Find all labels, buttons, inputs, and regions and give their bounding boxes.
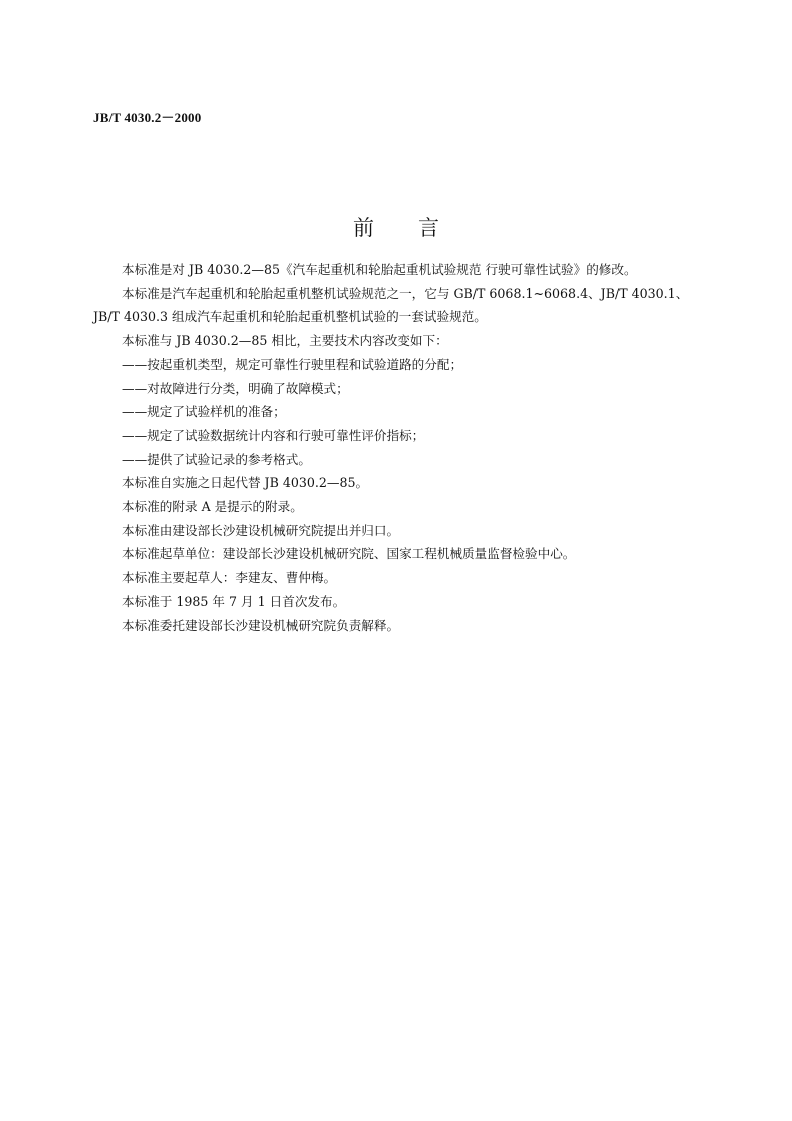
title-char: 前 <box>353 216 374 240</box>
paragraph: 本标准起草单位：建设部长沙建设机械研究院、国家工程机械质量监督检验中心。 <box>122 546 576 562</box>
paragraph: 本标准是对 JB 4030.2—85《汽车起重机和轮胎起重机试验规范 行驶可靠性试验》的修改。 <box>122 262 637 277</box>
title-char: 言 <box>418 216 439 240</box>
page-title <box>0 212 792 242</box>
paragraph: 本标准是汽车起重机和轮胎起重机整机试验规范之一，它与 GB/T 6068.1~6068.4、JB/T 4030.1、 <box>122 285 689 301</box>
paragraph: 本标准主要起草人：李建友、曹仲梅。 <box>122 570 337 586</box>
paragraph: 本标准委托建设部长沙建设机械研究院负责解释。 <box>122 617 400 633</box>
list-item: ——按起重机类型，规定可靠性行驶里程和试验道路的分配； <box>122 356 463 372</box>
paragraph: 本标准由建设部长沙建设机械研究院提出并归口。 <box>122 522 400 538</box>
paragraph: 本标准自实施之日起代替 JB 4030.2—85。 <box>122 475 369 491</box>
list-item: ——提供了试验记录的参考格式。 <box>122 451 311 467</box>
list-item: ——规定了试验样机的准备； <box>122 404 286 420</box>
foreword-body <box>93 258 699 637</box>
paragraph: 本标准于 1985 年 7 月 1 日首次发布。 <box>122 593 346 609</box>
paragraph-continuation: JB/T 4030.3 组成汽车起重机和轮胎起重机整机试验的一套试验规范。 <box>93 309 487 325</box>
standard-code: JB/T 4030.2－2000 <box>93 110 202 125</box>
list-item: ——规定了试验数据统计内容和行驶可靠性评价指标； <box>122 427 425 443</box>
paragraph: 本标准的附录 A 是提示的附录。 <box>122 499 303 515</box>
paragraph: 本标准与 JB 4030.2—85 相比，主要技术内容改变如下： <box>122 333 448 349</box>
list-item: ——对故障进行分类，明确了故障模式； <box>122 380 349 396</box>
